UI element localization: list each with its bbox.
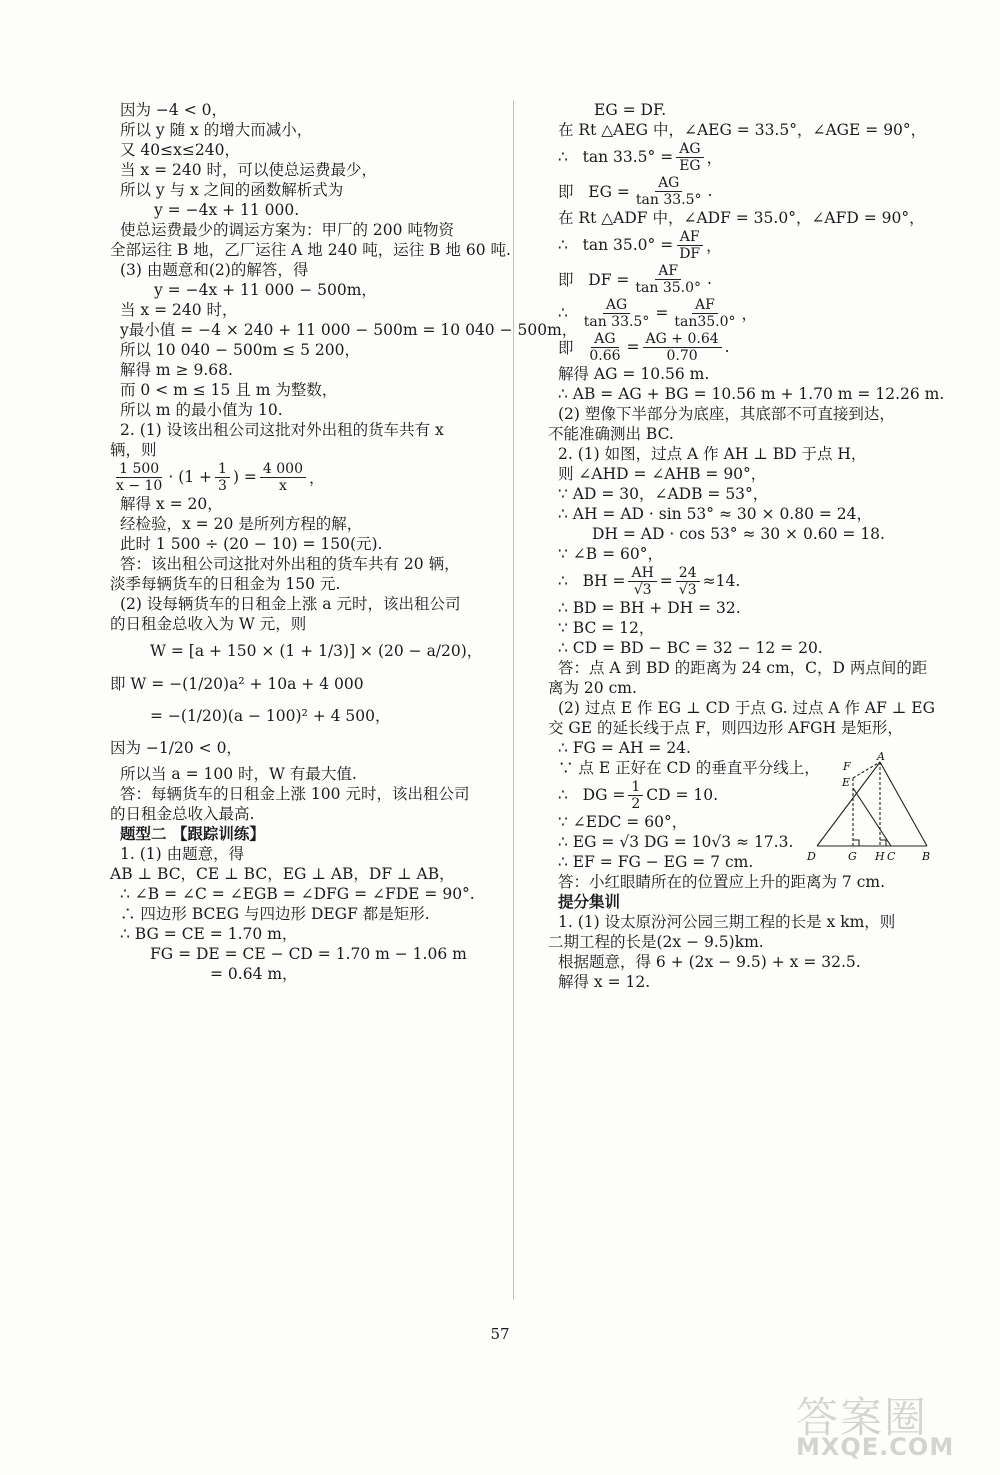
- line-da: [817, 762, 880, 846]
- fraction: $\frac{AG}{0.66}$: [589, 330, 621, 364]
- text-line: 使总运费最少的调运方案为：甲厂的 200 吨物资: [120, 221, 454, 239]
- label-c: C: [887, 850, 896, 863]
- text-line: 解得 m ≥ 9.68.: [120, 361, 233, 379]
- fraction: $\frac{AG}{\tan 33.5^\circ}$: [583, 296, 650, 330]
- text-line: ∴ EF = FG − EG = 7 cm.: [558, 853, 754, 871]
- fraction: $\frac{AG}{EG}$: [676, 141, 703, 174]
- text-line: 的日租金总收入最高.: [110, 805, 255, 823]
- text-line: (2) 设每辆货车的日租金上涨 a 元时，该出租公司: [120, 595, 461, 613]
- text-line: 答：小红眼睛所在的位置应上升的距离为 7 cm.: [558, 873, 886, 891]
- equation: $\frac{1 500}{x - 10}$ · (1 + $\frac{1}{3}$ ) = $\frac{4 000}{x}$ ，: [110, 460, 530, 494]
- fraction: $\frac{1}{2}$: [628, 779, 643, 812]
- fraction: $\frac{AF}{DF}$: [676, 229, 703, 262]
- line-fa: [853, 762, 880, 778]
- text-line: 当 x = 240 时，可以使总运费最少，: [120, 161, 378, 179]
- fraction: $\frac{AF}{\tan 35.0^\circ}$: [635, 262, 702, 296]
- text-line: 解得 x = 20，: [120, 495, 223, 513]
- text-line: ∴ AH = AD · sin 53° ≈ 30 × 0.80 = 24，: [558, 505, 873, 523]
- label-a: A: [877, 750, 885, 763]
- equation: EG = DF.: [594, 101, 667, 119]
- watermark-url: MXQE.COM: [796, 1433, 955, 1461]
- text-line: 解得 x = 12.: [558, 973, 651, 991]
- text-line: 因为 −4 < 0，: [120, 101, 227, 119]
- watermark-text: 答案圈: [796, 1393, 929, 1442]
- text-line: ∴ AB = AG + BG = 10.56 m + 1.70 m = 12.26 m.: [558, 385, 945, 403]
- text-line: (2) 塑像下半部分为底座，其底部不可直接到达，: [558, 405, 895, 423]
- text-line: 答：点 A 到 BD 的距离为 24 cm，C，D 两点间的距: [558, 659, 928, 677]
- equation: y = −4x + 11 000 − 500m，: [154, 281, 377, 299]
- text-line: 而 0 < m ≤ 15 且 m 为整数，: [120, 381, 338, 399]
- text-line: 离为 20 cm.: [548, 679, 637, 697]
- equation: DH = AD · cos 53° ≈ 30 × 0.60 = 18.: [592, 525, 885, 543]
- text-line: 二期工程的长是(2x − 9.5)km.: [548, 933, 764, 951]
- fraction: $\frac{AG}{\tan 33.5^\circ}$: [635, 174, 702, 208]
- fraction: $\frac{AF}{\tan 35.0^\circ}$: [674, 296, 736, 330]
- text-line: 答：每辆货车的日租金上涨 100 元时，该出租公司: [120, 785, 470, 803]
- label-g: G: [848, 850, 857, 863]
- equation: = 0.64 m，: [210, 965, 298, 983]
- text-line: 不能准确测出 BC.: [548, 425, 674, 443]
- equation: = −(1/20)(a − 100)² + 4 500，: [150, 707, 391, 725]
- text-line: 经检验，x = 20 是所列方程的解，: [120, 515, 363, 533]
- label-d: D: [807, 850, 816, 863]
- fraction: $\frac{4 000}{x}$: [260, 461, 306, 494]
- label-h: H: [875, 850, 885, 863]
- equation: y最小值 = −4 × 240 + 11 000 − 500m = 10 040 − 500m，: [120, 321, 578, 339]
- text-line: ∴ ∠B = ∠C = ∠EGB = ∠DFG = ∠FDE = 90°.: [120, 885, 475, 903]
- text-line: AB ⊥ BC，CE ⊥ BC，EG ⊥ AB，DF ⊥ AB，: [110, 865, 455, 883]
- text-line: 解得 AG = 10.56 m.: [558, 365, 710, 383]
- text-line: 1. (1) 由题意，得: [120, 845, 245, 863]
- right-angle-h: [880, 840, 886, 846]
- equation: ∴ BH = $\frac{AH}{√3}$ = $\frac{24}{√3}$ ≈14.: [558, 564, 741, 598]
- text-line: ∵ BC = 12，: [558, 619, 655, 637]
- text-line: 所以 m 的最小值为 10.: [120, 401, 283, 419]
- fraction: $\frac{AG + 0.64}{0.70}$: [643, 331, 722, 364]
- right-angle-g: [853, 840, 859, 846]
- text-line: (2) 过点 E 作 EG ⊥ CD 于点 G. 过点 A 作 AF ⊥ EG: [558, 699, 935, 717]
- text-line: (3) 由题意和(2)的解答，得: [120, 261, 309, 279]
- equation: 即 EG = $\frac{AG}{\tan 33.5^\circ}$ .: [558, 174, 713, 208]
- equation: 即 $\frac{AG}{0.66}$ = $\frac{AG + 0.64}{0.70}$ .: [558, 330, 730, 364]
- text-line: ∴ 四边形 BCEG 与四边形 DEGF 都是矩形.: [120, 905, 430, 923]
- equation: y = −4x + 11 000.: [154, 201, 300, 219]
- equation: W = [a + 150 × (1 + 1/3)] × (20 − a/20)，: [150, 642, 483, 660]
- fraction: $\frac{24}{√3}$: [676, 565, 700, 598]
- section-heading: 提分集训: [558, 893, 621, 911]
- text-line: 所以当 a = 100 时，W 有最大值.: [120, 765, 357, 783]
- equation: ∴ tan 35.0° = $\frac{AF}{DF}$ ，: [558, 228, 722, 262]
- equation: ∴ $\frac{AG}{\tan 33.5^\circ}$ = $\frac{AF}{\tan 35.0^\circ}$ ，: [558, 296, 758, 330]
- text-line: 的日租金总收入为 W 元，则: [110, 615, 307, 633]
- equation: FG = DE = CE − CD = 1.70 m − 1.06 m: [150, 945, 467, 963]
- section-heading: 题型二 【跟踪训练】: [120, 825, 265, 843]
- text-line: 所以 10 040 − 500m ≤ 5 200，: [120, 341, 361, 359]
- label-f: F: [843, 760, 851, 773]
- text-line: 因为 −1/20 < 0，: [110, 739, 242, 757]
- text-line: 此时 1 500 ÷ (20 − 10) = 150(元).: [120, 535, 383, 553]
- text-line: 则 ∠AHD = ∠AHB = 90°，: [558, 465, 767, 483]
- text-line: 交 GE 的延长线于点 F，则四边形 AFGH 是矩形，: [548, 719, 903, 737]
- line-ab: [880, 762, 927, 846]
- fraction: $\frac{AH}{√3}$: [628, 565, 656, 598]
- page-number: 57: [490, 1325, 510, 1343]
- left-column: [110, 100, 578, 984]
- text-line: 所以 y 与 x 之间的函数解析式为: [120, 181, 344, 199]
- equation: ∴ DG = $\frac{1}{2}$ CD = 10.: [558, 778, 719, 812]
- equation: 即 DF = $\frac{AF}{\tan 35.0^\circ}$ .: [558, 262, 712, 296]
- geometry-figure: [805, 750, 935, 868]
- text-line: ∵ ∠EDC = 60°，: [558, 813, 688, 831]
- equation: 即 W = −(1/20)a² + 10a + 4 000: [110, 675, 364, 693]
- text-line: 1. (1) 设太原汾河公园三期工程的长是 x km，则: [558, 913, 896, 931]
- text-line: 所以 y 随 x 的增大而减小，: [120, 121, 313, 139]
- text-line: 当 x = 240 时，: [120, 301, 238, 319]
- text-line: 在 Rt △ADF 中，∠ADF = 35.0°，∠AFD = 90°，: [558, 209, 925, 227]
- equation: ∴ tan 33.5° = $\frac{AG}{EG}$ ，: [558, 140, 723, 174]
- label-b: B: [922, 850, 931, 863]
- text-line: ∵ ∠B = 60°，: [558, 545, 663, 563]
- fraction: $\frac{1}{3}$: [215, 461, 230, 494]
- text-line: 答：该出租公司这批对外出租的货车共有 20 辆，: [120, 555, 460, 573]
- watermark-logo: [790, 1383, 980, 1463]
- text-line: 在 Rt △AEG 中，∠AEG = 33.5°，∠AGE = 90°，: [558, 121, 927, 139]
- text-line: 根据题意，得 6 + (2x − 9.5) + x = 32.5.: [558, 953, 861, 971]
- fraction: $\frac{1 500}{x - 10}$: [116, 460, 163, 494]
- text-line: 2. (1) 设该出租公司这批对外出租的货车共有 x: [120, 421, 444, 439]
- text-line: ∴ CD = BD − BC = 32 − 12 = 20.: [558, 639, 823, 657]
- text-line: 2. (1) 如图，过点 A 作 AH ⊥ BD 于点 H，: [558, 445, 867, 463]
- text-line: 又 40≤x≤240，: [120, 141, 240, 159]
- line-ec: [853, 788, 891, 846]
- text-line: ∴ BD = BH + DH = 32.: [558, 599, 741, 617]
- text-line: 淡季每辆货车的日租金为 150 元.: [110, 575, 341, 593]
- text-line: ∴ EG = √3 DG = 10√3 ≈ 17.3.: [558, 833, 794, 851]
- label-e: E: [842, 776, 851, 789]
- text-line: 辆，则: [110, 441, 157, 459]
- text-line: ∵ 点 E 正好在 CD 的垂直平分线上，: [558, 759, 820, 777]
- text-line: 全部运往 B 地，乙厂运往 A 地 240 吨，运往 B 地 60 吨.: [110, 241, 511, 259]
- text-line: ∴ FG = AH = 24.: [558, 739, 691, 757]
- text-line: ∵ AD = 30，∠ADB = 53°，: [558, 485, 769, 503]
- text-line: ∴ BG = CE = 1.70 m，: [120, 925, 298, 943]
